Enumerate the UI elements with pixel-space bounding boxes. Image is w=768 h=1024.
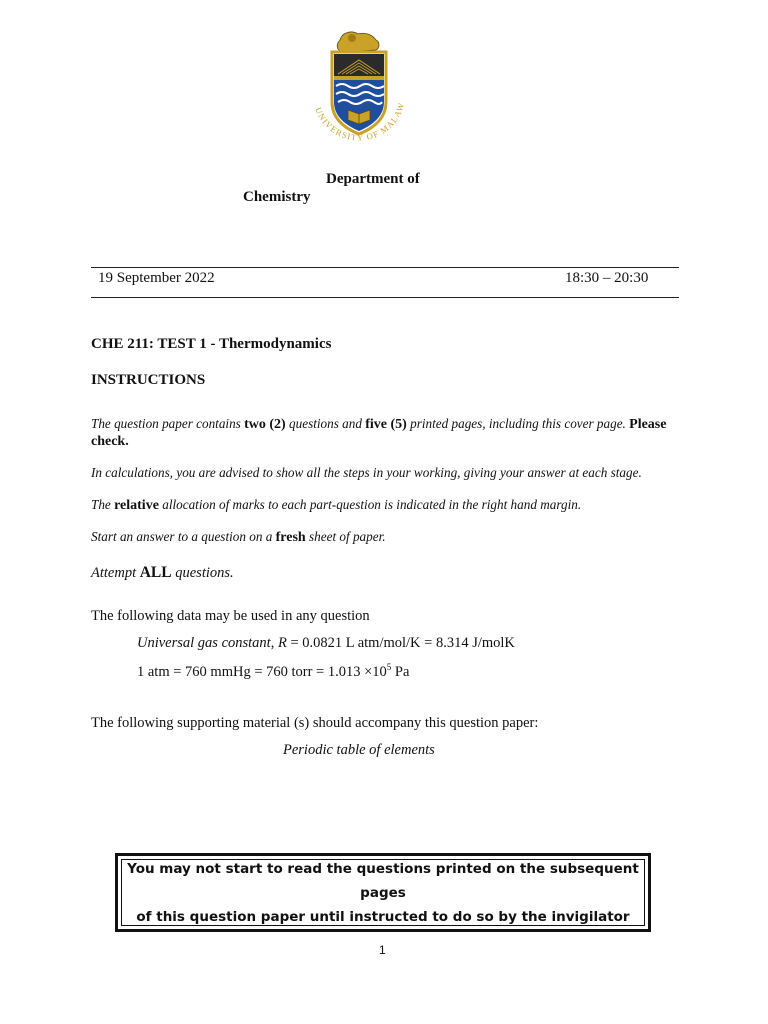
header-rule-top (91, 267, 679, 268)
data-intro: The following data may be used in any question (91, 608, 370, 624)
invigilator-notice-box (115, 853, 651, 932)
instruction-calculations: In calculations, you are advised to show all the steps in your working, giving your answer at each stage. (91, 465, 642, 480)
university-crest-logo (306, 30, 412, 158)
svg-text:UNIVERSITY OF MALAWI: UNIVERSITY OF MALAW (313, 100, 407, 143)
instruction-attempt-all: Attempt ALL questions. (91, 564, 234, 581)
gas-constant-line: Universal gas constant, R = 0.0821 L atm/mol/K = 8.314 J/molK (137, 635, 515, 651)
department-line-2: Chemistry (243, 189, 311, 205)
instruction-paper-contents: The question paper contains two (2) questions and five (5) printed pages, including this cover page. Please check. (91, 416, 667, 449)
header-rule-bottom (91, 297, 679, 298)
notice-line-2: of this question paper until instructed to do so by the invigilator (136, 908, 630, 925)
instruction-marks-allocation: The relative allocation of marks to each part-question is indicated in the right hand margin. (91, 497, 582, 513)
exam-date: 19 September 2022 (98, 270, 215, 286)
department-line-1: Department of (326, 171, 420, 187)
notice-line-1: You may not start to read the questions printed on the subsequent pages (127, 860, 639, 901)
notice-inner-frame (121, 859, 645, 926)
supporting-material-intro: The following supporting material (s) should accompany this question paper: (91, 715, 539, 731)
instruction-fresh-sheet: Start an answer to a question on a fresh sheet of paper. (91, 529, 386, 545)
crest-graphic (306, 30, 412, 158)
course-title: CHE 211: TEST 1 - Thermodynamics (91, 336, 332, 352)
supporting-material-item: Periodic table of elements (283, 742, 435, 758)
atm-conversion-line: 1 atm = 760 mmHg = 760 torr = $1.013 \times 10^5$ Pa (137, 662, 410, 680)
exam-time: 18:30 – 20:30 (565, 270, 649, 286)
instructions-heading: INSTRUCTIONS (91, 372, 206, 388)
page-number: 1 (379, 943, 386, 957)
